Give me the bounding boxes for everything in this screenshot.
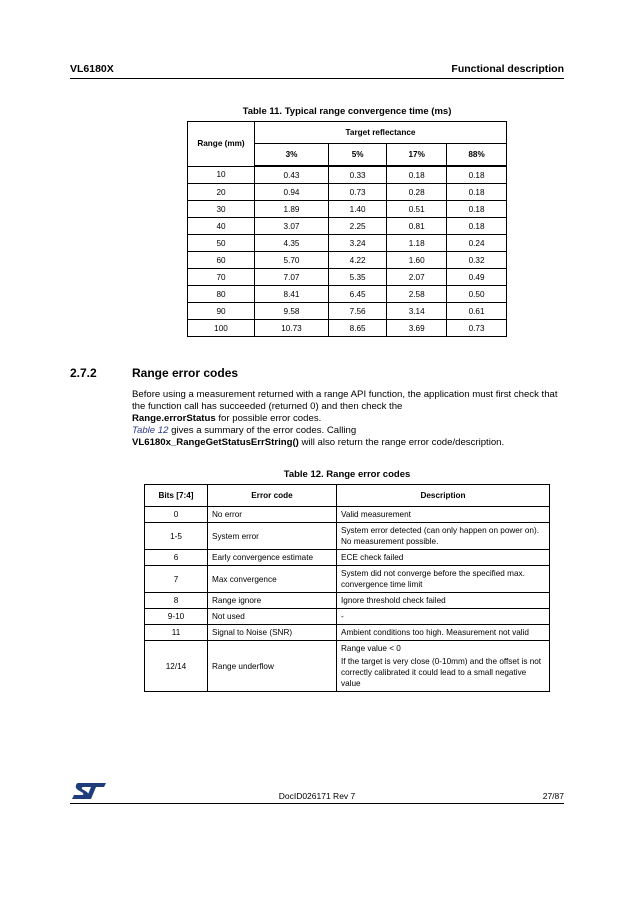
- table-cell: 1.40: [328, 201, 386, 218]
- table-cell: 0.33: [328, 166, 386, 184]
- table-row: [145, 593, 550, 609]
- error-code-cell: Not used: [208, 609, 337, 625]
- table-row: [188, 166, 507, 184]
- section-paragraph: Before using a measurement returned with a range API function, the application must first check that the function call has succeeded (returned 0) and then check the Range.errorStatus for possible error codes. Table 12 gives a summary of the error codes. Calling VL6180x_RangeGetStatusErrString() will also return the range error code/description.: [132, 389, 558, 448]
- range-header: Range (mm): [188, 122, 255, 167]
- table-cell: 0.18: [447, 218, 507, 235]
- description-cell: -: [337, 609, 550, 625]
- bits-cell: 8: [145, 593, 208, 609]
- table-cell: 4.22: [328, 252, 386, 269]
- error-code-cell: No error: [208, 507, 337, 523]
- error-code-cell: Range ignore: [208, 593, 337, 609]
- table-cell: 6.45: [328, 286, 386, 303]
- table-cell: 1.89: [255, 201, 329, 218]
- table-cell: 10: [188, 166, 255, 184]
- description-cell: Range value < 0 If the target is very close (0-10mm) and the offset is not correctly calibrated it could lead to a small negative value: [337, 641, 550, 692]
- table-row: [145, 641, 550, 692]
- table-cell: 80: [188, 286, 255, 303]
- table-row: [145, 523, 550, 550]
- table-cell: 2.25: [328, 218, 386, 235]
- table-cell: 5.70: [255, 252, 329, 269]
- table-row: [145, 625, 550, 641]
- table-cell: 2.58: [387, 286, 447, 303]
- table-cell: 0.43: [255, 166, 329, 184]
- doc-id: DocID026171 Rev 7: [278, 791, 356, 801]
- table-cell: 40: [188, 218, 255, 235]
- table-cell: 7.56: [328, 303, 386, 320]
- header-product: VL6180X: [70, 63, 114, 75]
- table-cell: 0.24: [447, 235, 507, 252]
- table-cell: 50: [188, 235, 255, 252]
- table-cell: 0.32: [447, 252, 507, 269]
- table-cell: 0.18: [447, 201, 507, 218]
- description-cell: System error detected (can only happen on power on). No measurement possible.: [337, 523, 550, 550]
- table-cell: 4.35: [255, 235, 329, 252]
- table-cell: 7.07: [255, 269, 329, 286]
- bits-cell: 6: [145, 550, 208, 566]
- table-cell: 0.81: [387, 218, 447, 235]
- table12-caption: Table 12. Range error codes: [283, 469, 411, 480]
- description-cell: Ambient conditions too high. Measurement not valid: [337, 625, 550, 641]
- table-row: [145, 507, 550, 523]
- bits-cell: 0: [145, 507, 208, 523]
- table-cell: 90: [188, 303, 255, 320]
- table-cell: 0.18: [447, 184, 507, 201]
- bits-cell: 11: [145, 625, 208, 641]
- error-code-cell: Range underflow: [208, 641, 337, 692]
- bits-cell: 12/14: [145, 641, 208, 692]
- page-footer: [70, 784, 564, 804]
- section-heading: [70, 366, 238, 380]
- table-cell: 8.65: [328, 320, 386, 337]
- table-cell: 3.07: [255, 218, 329, 235]
- table-cell: 1.18: [387, 235, 447, 252]
- table-cell: 0.28: [387, 184, 447, 201]
- convergence-table: [187, 121, 507, 337]
- table-cell: 3.69: [387, 320, 447, 337]
- table11-caption: Table 11. Typical range convergence time (ms): [242, 106, 452, 117]
- description-cell: ECE check failed: [337, 550, 550, 566]
- col-header: Error code: [208, 485, 337, 507]
- table-row: [188, 235, 507, 252]
- table-row: [145, 550, 550, 566]
- error-status-field: Range.errorStatus: [132, 413, 216, 424]
- table-row: [188, 252, 507, 269]
- col-header: Description: [337, 485, 550, 507]
- col-header: 3%: [255, 144, 329, 167]
- table-cell: 8.41: [255, 286, 329, 303]
- table-cell: 5.35: [328, 269, 386, 286]
- table-cell: 20: [188, 184, 255, 201]
- table-row: [145, 566, 550, 593]
- table-cell: 60: [188, 252, 255, 269]
- bits-cell: 7: [145, 566, 208, 593]
- table-cell: 10.73: [255, 320, 329, 337]
- table-row: [188, 184, 507, 201]
- col-header: 5%: [328, 144, 386, 167]
- table-cell: 3.14: [387, 303, 447, 320]
- section-title: Range error codes: [132, 366, 239, 380]
- col-header: 88%: [447, 144, 507, 167]
- table-row: [188, 201, 507, 218]
- page-header: [70, 62, 564, 79]
- error-code-cell: System error: [208, 523, 337, 550]
- table-row: [188, 269, 507, 286]
- table-cell: 1.60: [387, 252, 447, 269]
- table-cell: 70: [188, 269, 255, 286]
- table12-link[interactable]: Table 12: [132, 425, 169, 436]
- table-cell: 3.24: [328, 235, 386, 252]
- table-row: [145, 609, 550, 625]
- col-header: 17%: [387, 144, 447, 167]
- col-header: Bits [7:4]: [145, 485, 208, 507]
- description-cell: Ignore threshold check failed: [337, 593, 550, 609]
- section-number: 2.7.2: [70, 366, 97, 380]
- table-cell: 2.07: [387, 269, 447, 286]
- table-cell: 0.51: [387, 201, 447, 218]
- table-cell: 30: [188, 201, 255, 218]
- table-cell: 0.94: [255, 184, 329, 201]
- description-cell: Valid measurement: [337, 507, 550, 523]
- table-cell: 0.61: [447, 303, 507, 320]
- page-number: 27/87: [542, 791, 564, 801]
- table-row: [188, 303, 507, 320]
- description-cell: System did not converge before the specified max. convergence time limit: [337, 566, 550, 593]
- table-cell: 9.58: [255, 303, 329, 320]
- table-cell: 0.73: [328, 184, 386, 201]
- error-code-cell: Early convergence estimate: [208, 550, 337, 566]
- error-code-cell: Max convergence: [208, 566, 337, 593]
- table-cell: 100: [188, 320, 255, 337]
- table-cell: 0.73: [447, 320, 507, 337]
- table-cell: 0.18: [387, 166, 447, 184]
- bits-cell: 1-5: [145, 523, 208, 550]
- bits-cell: 9-10: [145, 609, 208, 625]
- error-codes-table: [144, 484, 550, 692]
- table-row: [188, 286, 507, 303]
- table-cell: 0.50: [447, 286, 507, 303]
- table-row: [188, 320, 507, 337]
- table-cell: 0.18: [447, 166, 507, 184]
- header-section: Functional description: [451, 63, 564, 75]
- error-code-cell: Signal to Noise (SNR): [208, 625, 337, 641]
- table-cell: 0.49: [447, 269, 507, 286]
- table-row: [188, 218, 507, 235]
- function-name: VL6180x_RangeGetStatusErrString(): [132, 437, 299, 448]
- reflectance-header: Target reflectance: [255, 122, 507, 144]
